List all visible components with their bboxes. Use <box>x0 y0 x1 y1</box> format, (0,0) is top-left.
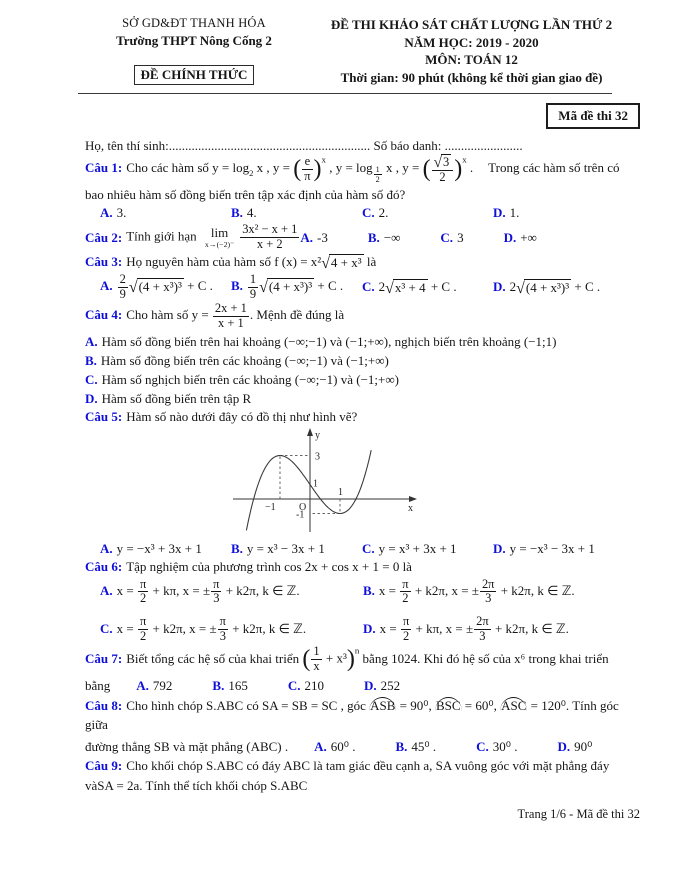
answer-option <box>493 205 640 221</box>
option-key: A. <box>100 205 113 221</box>
candidate-name-dots: .............................................................. <box>168 138 371 153</box>
question-line <box>85 300 345 330</box>
question-text: Hàm số nào dưới đây có đồ thị như hình vẽ? <box>126 408 358 424</box>
school-name: Trường THPT Nông Cống 2 <box>116 33 272 48</box>
question-label: Câu 9: <box>85 758 123 774</box>
question-text: Trong các hàm số trên có bao nhiêu hàm số đồng biến trên tập xác định của hàm số đó? <box>85 160 620 202</box>
inline-options <box>300 228 536 248</box>
footer-page-info: Trang 1/6 - Mã đề thi 32 <box>517 807 640 822</box>
option-value: 2 √ (4 + x³)³ + C . <box>509 278 601 297</box>
option-value: 2. <box>378 205 389 221</box>
option-key: A. <box>100 582 113 598</box>
question <box>85 644 640 696</box>
answer-option <box>85 372 640 388</box>
question-line <box>85 409 357 424</box>
square-root: √ (4 + x³)³ <box>516 279 570 297</box>
option-value: y = −x³ − 3x + 1 <box>509 541 595 556</box>
question-label: Câu 7: <box>85 650 123 666</box>
option-value: y = x³ − 3x + 1 <box>246 541 325 556</box>
question-text: Cho hình chóp S.ABC có SA = SB = SC , góc ASB = 90⁰, BSC = 60⁰, ASC = 120⁰. Tính góc giữa <box>85 697 619 733</box>
answer-option <box>100 615 363 644</box>
superscript: x <box>462 155 467 166</box>
inline-options <box>314 737 592 757</box>
option-key: C. <box>476 738 489 754</box>
option-key: D. <box>503 229 517 245</box>
option-key: D. <box>493 205 506 221</box>
option-value: Hàm số đồng biến trên tập R <box>101 390 252 406</box>
option-key: C. <box>440 229 454 245</box>
question <box>85 254 640 301</box>
option-value: x = $\frac{\pi}{2}$ + k2π, x = ± $\frac{2\pi}{3}$ + k2π, k ∈ ℤ. <box>378 576 575 606</box>
answer-option <box>395 737 436 757</box>
option-value: $\frac{1}{9}$ √ (4 + x³)³ + C . <box>247 278 343 293</box>
subscript <box>373 164 383 184</box>
option-value: 4. <box>246 205 257 221</box>
question-text: Tính giới hạn lim x→(−2)⁻ $\frac{\text{3x² − x + 1}}{x + 2}$ <box>126 223 300 252</box>
answer-option <box>368 228 401 248</box>
question-graph <box>215 430 430 539</box>
option-key: C. <box>85 371 98 387</box>
official-exam-stamp: ĐỀ CHÍNH THỨC <box>134 65 255 85</box>
question <box>85 559 640 644</box>
option-key: B. <box>231 278 243 294</box>
square-root: √ (4 + x³)³ <box>259 279 313 297</box>
option-value: Hàm số nghịch biến trên các khoảng (−∞;−1) và (−1;+∞) <box>101 371 399 387</box>
option-value: Hàm số đồng biến trên hai khoảng (−∞;−1) và (−1;+∞), nghịch biến trên khoảng (−1;1) <box>101 333 557 349</box>
option-key: D. <box>493 278 506 294</box>
answer-option <box>100 273 231 302</box>
option-value: $\frac{2}{9}$ √ (4 + x³)³ + C . <box>117 278 213 293</box>
question <box>85 153 640 221</box>
answer-option <box>288 676 324 696</box>
option-key: B. <box>85 352 97 368</box>
fraction: $\frac{2\pi}{3}$ <box>476 614 489 644</box>
question <box>85 758 609 793</box>
question-label: Câu 1: <box>85 160 123 176</box>
superscript: n <box>354 645 360 656</box>
options-list <box>85 334 640 407</box>
option-key: C. <box>100 620 113 636</box>
candidate-name-label: Họ, tên thí sinh: <box>85 138 169 153</box>
school-year: NĂM HỌC: 2019 - 2020 <box>404 34 539 50</box>
option-key: B. <box>231 541 243 556</box>
exam-code-box: Mã đề thi 32 <box>546 103 640 129</box>
answer-option <box>231 205 362 221</box>
option-key: D. <box>493 541 506 556</box>
fraction: √ 3 2 <box>431 154 455 185</box>
answer-option <box>493 541 640 557</box>
answer-option <box>364 676 400 696</box>
question-line <box>85 698 619 733</box>
question-text: Họ nguyên hàm của hàm số f (x) = x² √ 4 + x³ là <box>126 254 377 273</box>
option-key: A. <box>136 678 149 694</box>
y-axis-label: y <box>315 430 320 441</box>
fraction: $\frac{1}{x}$ <box>313 644 320 674</box>
option-value: −∞ <box>383 229 401 245</box>
subject: MÔN: TOÁN 12 <box>425 52 518 67</box>
big-parens: ( √ 3 2 ) <box>422 153 463 184</box>
answer-option <box>231 541 362 557</box>
option-value: 1. <box>509 205 520 221</box>
fraction: $\frac{2\pi}{3}$ <box>481 576 495 606</box>
exam-title: ĐỀ THI KHẢO SÁT CHẤT LƯỢNG LẦN THỨ 2 <box>330 17 613 32</box>
fraction: 1 2 <box>375 164 380 184</box>
question-line <box>85 223 640 252</box>
answer-option <box>363 578 640 607</box>
option-key: C. <box>362 205 375 221</box>
label-minus1-x: −1 <box>265 502 276 513</box>
question-text: Cho khối chóp S.ABC có đáy ABC là tam giác đều cạnh a, SA vuông góc với mặt phẳng đáy và <box>85 758 610 793</box>
fraction: $\frac{\text{3x² − x + 1}}{x + 2}$ <box>242 222 298 252</box>
answer-option <box>440 228 463 248</box>
option-key: B. <box>231 205 243 221</box>
square-root: √ 4 + x³ <box>321 255 362 273</box>
answer-option <box>362 541 493 557</box>
header-left <box>85 16 303 86</box>
fraction: $\frac{2}{9}$ <box>119 271 126 301</box>
question-line <box>85 153 474 184</box>
option-key: A. <box>314 738 327 754</box>
big-parens: ( $\frac{e}{\pi}$ ) <box>293 153 322 183</box>
answer-option <box>100 578 363 607</box>
options-g4 <box>100 273 640 302</box>
superscript: x <box>321 155 326 166</box>
square-root: √ x³ + 4 <box>385 279 426 297</box>
question-label: Câu 5: <box>85 408 123 424</box>
option-value: x = $\frac{\pi}{2}$ + kπ, x = ± $\frac{2\pi}{3}$ + k2π, k ∈ ℤ. <box>379 614 569 644</box>
subscript: 2 <box>249 168 254 179</box>
option-value: 3. <box>116 205 127 221</box>
question <box>85 223 640 252</box>
option-key: B. <box>363 582 375 598</box>
option-value: 210 <box>304 678 324 694</box>
answer-option <box>362 279 493 295</box>
question-line <box>85 737 640 757</box>
square-root: √ 3 <box>433 153 450 171</box>
answer-option <box>476 737 517 757</box>
x-axis-label: x <box>408 503 413 514</box>
answer-option <box>85 353 640 369</box>
question-line <box>85 676 640 696</box>
answer-option <box>363 615 640 644</box>
options-g2 <box>100 578 640 645</box>
option-value: 165 <box>228 678 248 694</box>
option-value: Hàm số đồng biến trên các khoảng (−∞;−1) và (−1;+∞) <box>100 352 389 368</box>
label-1-x: 1 <box>338 487 343 498</box>
x-axis-arrow <box>409 496 417 502</box>
option-value: 90⁰ <box>574 738 593 754</box>
option-key: A. <box>100 278 113 294</box>
questions-list <box>85 154 640 795</box>
question-text: Biết tổng các hệ số của khai triển ( $\frac{1}{x}$ + x³ ) $^n$ bằng 1024. Khi đó hệ số của x⁶ trong khai triển <box>126 644 609 674</box>
options-g4 <box>100 205 640 221</box>
option-key: D. <box>85 390 98 406</box>
question-label: Câu 6: <box>85 559 123 574</box>
answer-option <box>557 737 592 757</box>
origin-label: O <box>299 502 307 513</box>
option-key: A. <box>100 541 113 556</box>
overline: ASB <box>370 697 396 713</box>
duration: Thời gian: 90 phút (không kể thời gian giao đề) <box>340 69 603 85</box>
candidate-id-dots: ........................ <box>444 138 523 153</box>
question-text: SA = 2a. Tính thể tích khối chóp S.ABC <box>97 777 308 793</box>
answer-option <box>300 228 327 248</box>
candidate-id-label: Số báo danh: <box>370 138 445 153</box>
answer-option <box>493 279 640 295</box>
question-text: đường thẳng SB và mặt phẳng (ABC) . <box>85 738 289 754</box>
answer-option <box>212 676 247 696</box>
question <box>85 409 640 558</box>
question <box>85 698 640 757</box>
option-value: 30⁰ . <box>492 738 518 754</box>
option-key: B. <box>212 678 225 694</box>
label-1-intercept: 1 <box>313 478 318 490</box>
option-value: 2 √ x³ + 4 + C . <box>378 278 457 297</box>
header-divider <box>78 93 612 94</box>
limit: lim x→(−2)⁻ <box>204 225 235 250</box>
question-line <box>85 254 377 273</box>
options-g4 <box>100 541 640 557</box>
option-key: D. <box>363 620 376 636</box>
label-3: 3 <box>315 451 320 463</box>
option-key: C. <box>287 678 301 694</box>
option-key: C. <box>362 278 375 294</box>
overline: BSC <box>435 697 461 713</box>
question-text: bằng <box>85 678 111 694</box>
question-label: Câu 3: <box>85 254 123 270</box>
option-value: +∞ <box>520 229 537 245</box>
label-minus1-y: -1 <box>296 509 305 521</box>
square-root: √ (4 + x³)³ <box>128 279 182 297</box>
answer-option <box>136 676 172 696</box>
question-label: Câu 8: <box>85 697 123 713</box>
fraction: $\frac{\pi}{2}$ <box>402 576 409 606</box>
curve <box>246 450 371 530</box>
fraction: $\frac{2x + 1}{x + 1}$ <box>214 300 247 330</box>
candidate-line <box>85 138 640 154</box>
option-key: B. <box>367 229 380 245</box>
question-line <box>85 559 412 574</box>
option-value: 3 <box>457 229 464 245</box>
option-value: 792 <box>152 678 173 694</box>
exam-code-row <box>85 103 640 129</box>
option-key: C. <box>362 541 375 556</box>
fraction: $\frac{\pi}{3}$ <box>219 614 226 644</box>
header-right <box>303 16 640 86</box>
option-value: x = $\frac{\pi}{2}$ + kπ, x = ± $\frac{\pi}{3}$ + k2π, k ∈ ℤ. <box>116 576 300 606</box>
question-text: Tập nghiệm của phương trình cos 2x + cos x + 1 = 0 là <box>126 559 412 574</box>
header <box>85 16 640 86</box>
question-label: Câu 4: <box>85 307 123 323</box>
question-line <box>85 644 609 674</box>
fraction: $\frac{\pi}{2}$ <box>402 614 410 644</box>
question-text: Cho các hàm số $y = \log_2 x$ , y = ( $\frac{e}{\pi}$ ) $^x$ , y = log $_{\frac{1}{2}}$ x , y = ( √ 3 2 ) $^x$ . <box>126 153 474 184</box>
fraction: $\frac{e}{\pi}$ <box>304 153 311 183</box>
answer-option <box>314 737 355 757</box>
option-key: D. <box>363 678 377 694</box>
answer-option <box>362 205 493 221</box>
option-key: D. <box>557 738 571 754</box>
big-parens: ( $\frac{1}{x}$ + x³ ) <box>302 644 355 674</box>
fraction: $\frac{1}{9}$ <box>249 271 257 301</box>
option-value: 60⁰ . <box>330 738 356 754</box>
fraction: $\frac{\pi}{2}$ <box>139 614 147 644</box>
y-axis-arrow <box>307 428 313 436</box>
answer-option <box>85 334 640 350</box>
question-line <box>97 778 307 793</box>
answer-option <box>504 228 537 248</box>
question-label: Câu 2: <box>85 229 123 245</box>
option-value: -3 <box>317 229 328 245</box>
option-value: y = x³ + 3x + 1 <box>378 541 457 556</box>
fraction: $\frac{\pi}{3}$ <box>213 576 220 606</box>
department-name: SỞ GD&ĐT THANH HÓA <box>122 16 266 30</box>
fraction: $\frac{\pi}{2}$ <box>139 576 147 606</box>
cubic-function-plot <box>215 426 430 536</box>
overline: ASC <box>501 697 527 713</box>
inline-options <box>136 676 400 696</box>
answer-option <box>100 541 231 557</box>
question-text: Cho hàm số y = $\frac{2x + 1}{x + 1}$ . Mệnh đề đúng là <box>126 300 345 330</box>
question <box>85 300 640 406</box>
option-value: y = −x³ + 3x + 1 <box>116 541 202 556</box>
option-value: 252 <box>380 678 401 694</box>
option-value: x = $\frac{\pi}{2}$ + k2π, x = ± $\frac{\pi}{3}$ + k2π, k ∈ ℤ. <box>116 614 307 644</box>
answer-option <box>100 205 231 221</box>
answer-option <box>85 391 640 407</box>
answer-option <box>231 273 362 302</box>
option-key: A. <box>300 229 314 245</box>
option-key: B. <box>395 738 408 754</box>
option-key: A. <box>85 333 98 349</box>
option-value: 45⁰ . <box>411 738 437 754</box>
